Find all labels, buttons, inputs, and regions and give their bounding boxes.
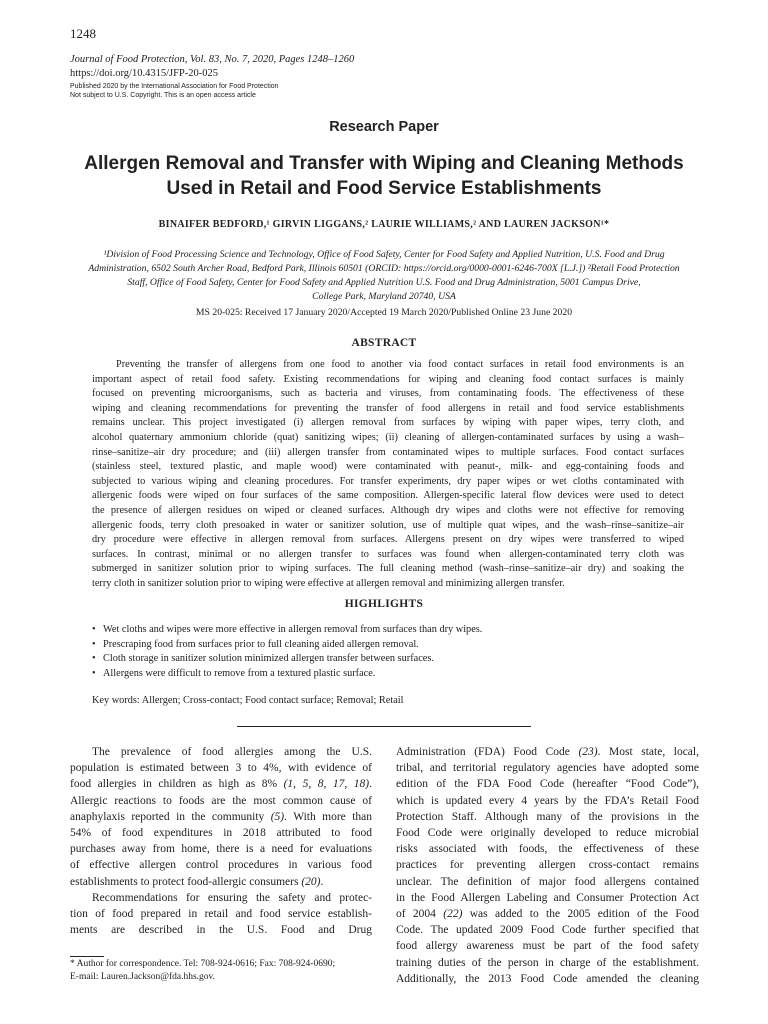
affiliations [66, 248, 702, 304]
body-line: Food Code were originally developed to reduce microbial [396, 827, 699, 840]
body-line: tribal, and territorial regulatory agencies have adopted some [396, 762, 699, 775]
abstract-heading: ABSTRACT [351, 337, 417, 349]
journal-citation: Journal of Food Protection, Vol. 83, No. 7, 2020, Pages 1248–1260 [70, 54, 355, 65]
body-line: of 2004 (22) was added to the 2005 edition of the Food [396, 908, 699, 921]
body-line: food allergy awareness must be part of the food safety [396, 940, 699, 953]
publisher-note: Published 2020 by the International Association for Food Protection [70, 83, 279, 90]
abstract-line: subjected to various wiping and cleaning procedures. For transfer experiments, dry paper wipes or wet cloths contaminated with [92, 475, 684, 487]
correspondence-footnote [70, 958, 335, 984]
footnote-divider [70, 956, 104, 957]
highlight-item [92, 652, 482, 667]
bullet-icon: • [92, 653, 96, 665]
body-line: risks associated with foods, the effectiveness of these [396, 843, 699, 856]
affiliation-line: ¹Division of Food Processing Science and Technology, Office of Food Safety, Center for Food Safety and Applied Nutrition, U.S. Food and Drug [103, 249, 665, 260]
highlight-item [92, 638, 482, 653]
citation-ref[interactable]: (23) [578, 746, 598, 758]
highlights-heading: HIGHLIGHTS [344, 598, 424, 610]
bullet-icon: • [92, 667, 96, 679]
footnote-line: * Author for correspondence. Tel: 708-924-0616; Fax: 708-924-0690; [70, 959, 336, 969]
citation-ref[interactable]: (5) [270, 810, 285, 823]
abstract-line: terry cloth in sanitizer solution prior to wiping were effective at allergen removal and minimizing allergen transfer. [92, 577, 565, 589]
body-line: of effective allergen control procedures in various food [70, 859, 372, 872]
body-line: which is updated every 4 years by the FDA’s Retail Food [396, 794, 699, 807]
bullet-icon: • [92, 638, 96, 650]
manuscript-dates: MS 20-025: Received 17 January 2020/Accepted 19 March 2020/Published Online 23 June 2020 [195, 307, 573, 318]
abstract-line: focused on preventing microorganisms, such as bacteria and viruses, from contaminating foods. The effectiveness of these [92, 388, 684, 400]
keywords: Key words: Allergen; Cross-contact; Food contact surface; Removal; Retail [92, 695, 404, 706]
author-list: BINAIFER BEDFORD,¹ GIRVIN LIGGANS,² LAURIE WILLIAMS,² AND LAUREN JACKSON¹* [158, 219, 610, 230]
abstract-line: dry procedure were effective in allergen removal from surfaces. Allergens present on dry wipes were transferred to wiped [92, 534, 684, 546]
body-column-right [396, 744, 699, 987]
citation-ref[interactable]: (20) [301, 875, 321, 888]
body-line: Allergic reactions to foods are the most common cause of [70, 794, 372, 807]
abstract-body [92, 358, 684, 592]
abstract-line: wiping and cleaning recommendations for preventing the transfer of food allergens in retail and food service establishments [92, 402, 684, 414]
body-line: The prevalence of food allergies among the U.S. [92, 746, 372, 758]
highlight-item [92, 623, 482, 638]
doi-link[interactable]: https://doi.org/10.4315/JFP-20-025 [70, 68, 218, 79]
section-divider [237, 726, 531, 727]
body-line: practices for preventing allergen cross-contact remains [396, 859, 699, 872]
affiliation-line: Staff, Office of Food Safety, Center for Food Safety and Applied Nutrition U.S. Food and Drug Administration, 5001 Campus Drive, [127, 277, 641, 288]
bullet-icon: • [92, 624, 96, 635]
abstract-line: Preventing the transfer of allergens from one food to another via food contact surfaces in retail food environments is an [116, 359, 684, 370]
body-line: Administration (FDA) Food Code (23). Most state, local, [396, 746, 699, 758]
body-line: Additionally, the 2013 Food Code amended the cleaning [396, 972, 699, 985]
affiliation-line: College Park, Maryland 20740, USA [312, 291, 456, 302]
section-label: Research Paper [329, 119, 439, 135]
body-line: establishments to protect food-allergic consumers (20). [70, 875, 324, 888]
body-line: training duties of the person in charge of the establishment. [396, 956, 699, 969]
paper-title [60, 151, 708, 201]
highlight-text: Wet cloths and wipes were more effective in allergen removal from surfaces than dry wipes. [103, 624, 483, 635]
abstract-line: important aspect of retail food safety. Existing recommendations for wiping and cleaning food contact surfaces is mainly [92, 373, 684, 385]
body-line: 54% of food expenditures in 2018 attributed to food [70, 827, 372, 840]
citation-ref[interactable]: (1, 5, 8, 17, 18) [283, 778, 370, 791]
abstract-line: allergenic foods were wiped on four surfaces of the same composition. Allergen-specific lateral flow devices were used to detect [92, 490, 684, 502]
abstract-line: allergenic foods, terry cloth presoaked in water or sanitizer solution, use of multiple quat wipes, and the wash–rinse–sanitize–air [92, 519, 684, 531]
body-line: Recommendations for ensuring the safety and protec- [92, 891, 372, 904]
abstract-line: alcohol quaternary ammonium chloride (quat) sanitizing wipes; (ii) cleaning of allergen-contaminated surfaces by using a wash– [92, 431, 684, 443]
body-line: population is estimated between 3 to 4%, with evidence of [70, 762, 372, 775]
abstract-line: submerged in sanitizer solution prior to wiping surfaces. The full cleaning method (wash–rinse–sanitize–air dry) and soaking the [92, 563, 684, 575]
citation-ref[interactable]: (22) [443, 908, 463, 921]
highlight-text: Prescraping food from surfaces prior to full cleaning aided allergen removal. [103, 638, 419, 650]
abstract-line: rinse–sanitize–air dry procedure; and (iii) allergen transfer from contaminated wipes to multiple surfaces. Food contact surfaces [92, 446, 684, 458]
body-line: purchases away from home, there is a need for evaluations [70, 843, 372, 856]
highlight-item [92, 667, 482, 682]
body-line: Protection Staff. Although many of the provisions in the [396, 810, 699, 823]
abstract-line: remains unclear. This project investigated (i) allergen removal from surfaces by wiping with paper wipes, terry cloth, and [92, 417, 684, 429]
body-line: in the Food Allergen Labeling and Consumer Protection Act [396, 891, 699, 904]
affiliation-line: Administration, 6502 South Archer Road, Bedford Park, Illinois 60501 (ORCID: https://orcid.org/0000-0001-6246-700X [L.J.]) ²Retail Food Protection [88, 263, 680, 274]
body-line: food allergies in children as high as 8% (1, 5, 8, 17, 18). [70, 778, 372, 791]
body-line: ments are described in the U.S. Food and Drug [70, 924, 372, 937]
page-number: 1248 [70, 26, 96, 41]
body-line: unclear. The definition of major food allergens contained [396, 875, 699, 888]
body-line: edition of the FDA Food Code (hereafter “Food Code”), [396, 778, 699, 791]
abstract-line: (stainless steel, textured plastic, and maple wood) were contaminated with peanut-, milk- and egg-containing foods and [92, 461, 684, 473]
copyright-note: Not subject to U.S. Copyright. This is an open access article [70, 92, 256, 99]
body-line: tion of food prepared in retail and food service establish- [70, 908, 372, 921]
title-line: Used in Retail and Food Service Establishments [166, 178, 602, 199]
body-line: Code. The updated 2009 Food Code further specified that [396, 924, 699, 937]
body-line: anaphylaxis reported in the community (5). With more than [70, 810, 372, 823]
abstract-line: surfaces. In contrast, minimal or no allergen transfer to surfaces was found when allergen-contaminated terry cloth was [92, 548, 684, 560]
body-column-left [70, 744, 372, 938]
footnote-line: E-mail: Lauren.Jackson@fda.hhs.gov. [70, 972, 216, 982]
abstract-line: the presence of allergen residues on wiped or cleaned surfaces. Although dry wipes and cloths were not effective for removing [92, 504, 684, 516]
highlight-text: Allergens were difficult to remove from a textured plastic surface. [103, 667, 376, 679]
title-line: Allergen Removal and Transfer with Wiping and Cleaning Methods [84, 153, 684, 174]
highlight-text: Cloth storage in sanitizer solution minimized allergen transfer between surfaces. [103, 653, 434, 665]
highlights-list [92, 623, 482, 681]
